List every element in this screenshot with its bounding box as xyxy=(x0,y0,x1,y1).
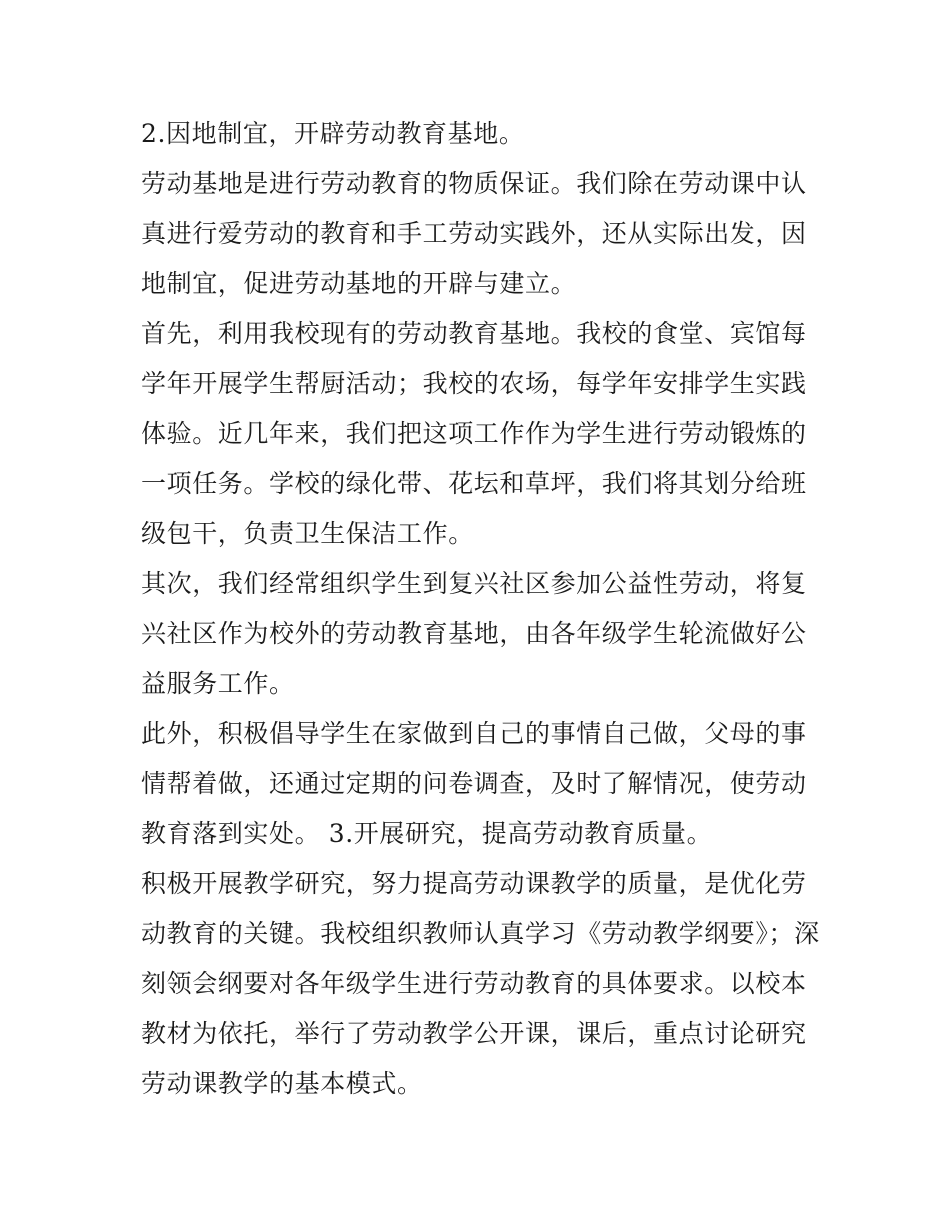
paragraph-research: 积极开展教学研究，努力提高劳动课教学的质量，是优化劳动教育的关键。我校组织教师认真学习《劳动教学纲要》；深刻领会纲要对各年级学生进行劳动教育的具体要求。以校本教材为依托，举行了劳动教学公开课，课后，重点讨论研究劳动课教学的基本模式。 xyxy=(141,869,820,1098)
paragraph-first: 首先，利用我校现有的劳动教育基地。我校的食堂、宾馆每学年开展学生帮厨活动；我校的农场，每学年安排学生实践体验。近几年来，我们把这项工作作为学生进行劳动锻炼的一项任务。学校的绿化带、花坛和草坪，我们将其划分给班级包干，负责卫生保洁工作。 xyxy=(141,319,807,548)
section-heading-2: 2.因地制宜，开辟劳动教育基地。 xyxy=(141,119,525,148)
paragraph-additionally: 此外，积极倡导学生在家做到自己的事情自己做，父母的事情帮着做，还通过定期的问卷调查，及时了解情况，使劳动教育落到实处。 3.开展研究，提高劳动教育质量。 xyxy=(141,719,807,848)
paragraph-labor-base: 劳动基地是进行劳动教育的物质保证。我们除在劳动课中认真进行爱劳动的教育和手工劳动实践外，还从实际出发，因地制宜，促进劳动基地的开辟与建立。 xyxy=(141,169,807,298)
paragraph-second: 其次，我们经常组织学生到复兴社区参加公益性劳动，将复兴社区作为校外的劳动教育基地，由各年级学生轮流做好公益服务工作。 xyxy=(141,569,807,698)
document-body xyxy=(141,109,821,1109)
